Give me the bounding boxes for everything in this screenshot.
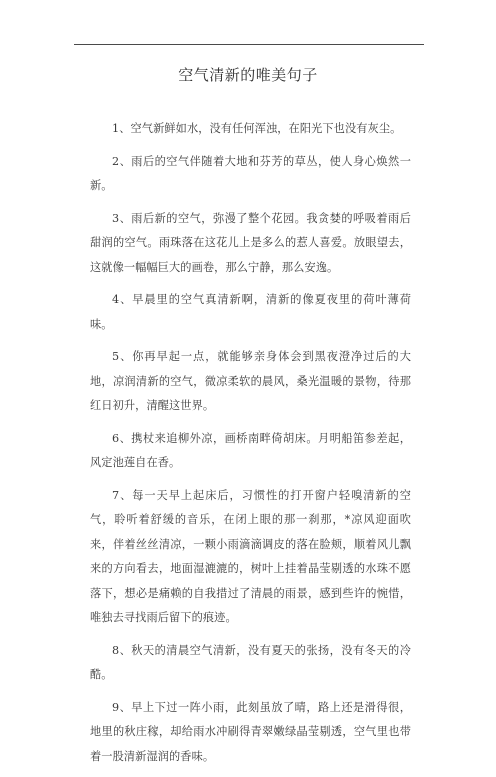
paragraph: 6、携杖来追柳外凉，画桥南畔倚胡床。月明船笛参差起，风定池莲自在香。	[90, 431, 411, 469]
header-rule	[74, 44, 424, 45]
paragraph: 7、每一天早上起床后，习惯性的打开窗户轻嗅清新的空气，聆听着舒缓的音乐，在闭上眼的那一刹那，*凉风迎面吹来，伴着丝丝清凉，一颗小雨滴滴调皮的落在脸颊，顺着风儿飘来的方向看去，地面湿漉漉的，树叶上挂着晶莹剔透的水珠不愿落下，想必是痛赖的自我措过了清晨的雨景，感到些许的惋惜，唯独去寻找雨后留下的痕迹。	[90, 488, 411, 624]
paragraph: 5、你再早起一点，就能够亲身体会到黑夜澄净过后的大地，凉润清新的空气，微凉柔软的晨风，桑光温暖的景物，待那红日初升，清醒这世界。	[90, 350, 411, 412]
paragraph: 9、早上下过一阵小雨，此刻虽放了晴，路上还是滑得很，地里的秋庄稼，却给雨水冲刷得青翠嫩绿晶莹剔透，空气里也带着一股清新湿润的香味。	[90, 700, 411, 763]
paragraph: 8、秋天的清晨空气清新，没有夏天的张扬，没有冬天的冷酷。	[90, 643, 411, 681]
document-title: 空气清新的唯美句子	[178, 66, 318, 84]
paragraph: 1、空气新鲜如水，没有任何浑浊，在阳光下也没有灰尘。	[112, 122, 402, 135]
paragraph: 4、早晨里的空气真清新啊，清新的像夏夜里的荷叶薄荷味。	[90, 293, 411, 331]
paragraph: 2、雨后的空气伴随着大地和芬芳的草丛，使人身心焕然一新。	[90, 154, 411, 192]
document-body	[90, 117, 411, 777]
paragraph: 3、雨后新的空气，弥漫了整个花园。我贪婪的呼吸着雨后甜润的空气。雨珠落在这花儿上是多么的惹人喜爱。放眼望去，这就像一幅幅巨大的画卷，那么宁静，那么安逸。	[90, 211, 411, 274]
